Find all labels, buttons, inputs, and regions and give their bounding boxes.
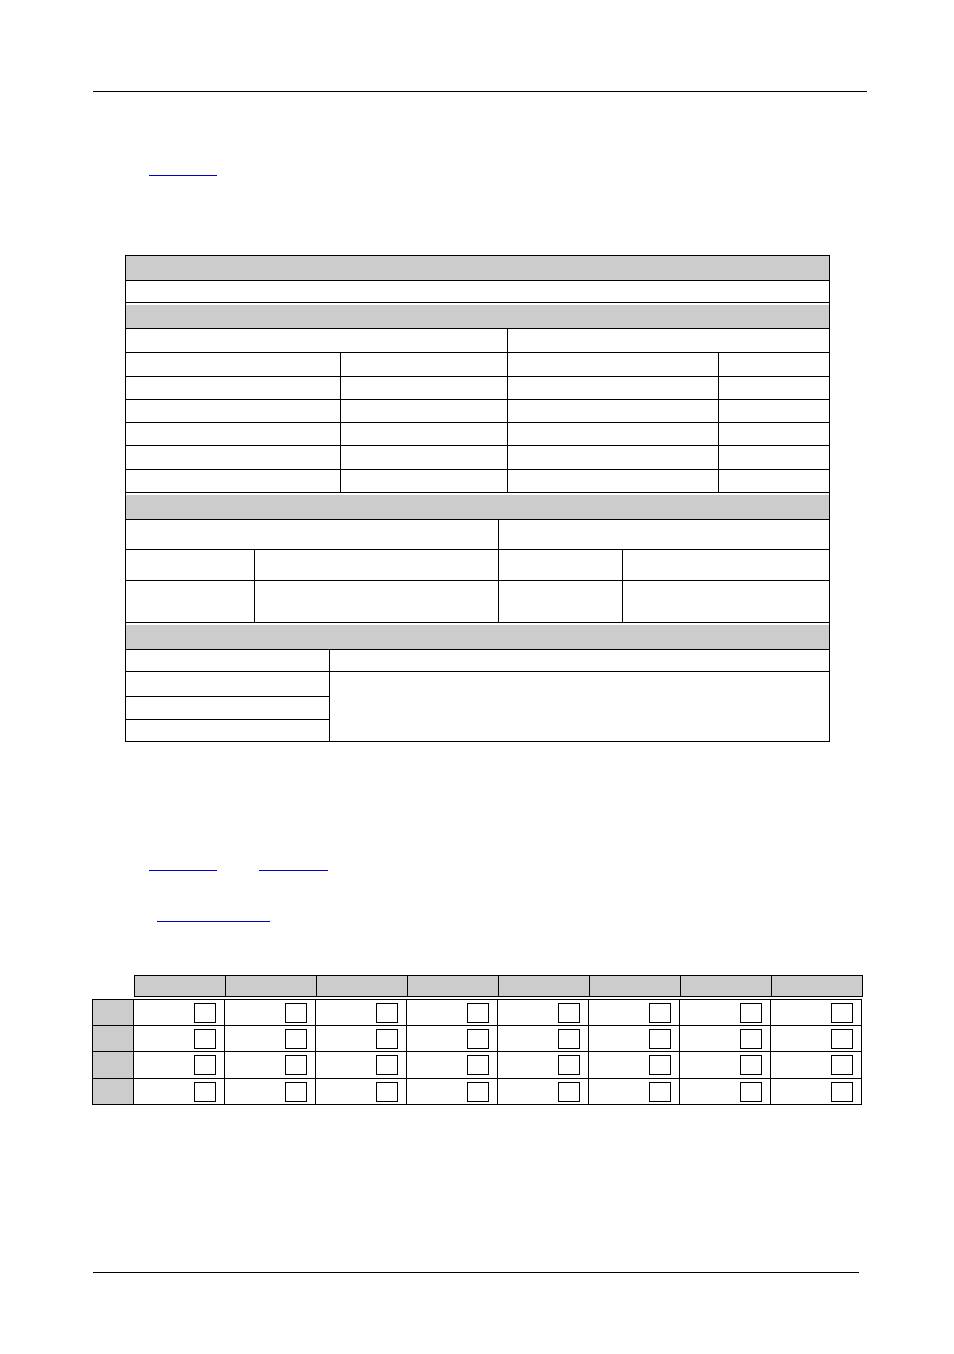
grid-cell — [225, 1079, 316, 1106]
grid-cell — [134, 999, 225, 1026]
grid-cell — [225, 1052, 316, 1079]
grid-cell — [589, 1052, 680, 1079]
row-header-4 — [92, 1079, 134, 1106]
switch-checkbox[interactable] — [285, 1003, 307, 1023]
switch-checkbox[interactable] — [376, 1082, 398, 1102]
switch-checkbox[interactable] — [740, 1029, 762, 1049]
column-header-4 — [407, 975, 498, 997]
switch-checkbox[interactable] — [376, 1029, 398, 1049]
switch-checkbox[interactable] — [194, 1055, 216, 1075]
switch-checkbox[interactable] — [194, 1082, 216, 1102]
grid-cell — [498, 1079, 589, 1106]
switch-checkbox[interactable] — [467, 1003, 489, 1023]
grid-cell — [134, 1026, 225, 1053]
column-header-1 — [134, 975, 225, 997]
grid-cell — [589, 999, 680, 1026]
switch-checkbox[interactable] — [649, 1003, 671, 1023]
footer-rule — [93, 1272, 859, 1273]
grid-cell — [771, 1026, 862, 1053]
switch-checkbox[interactable] — [558, 1082, 580, 1102]
switch-checkbox[interactable] — [558, 1003, 580, 1023]
switch-checkbox[interactable] — [285, 1082, 307, 1102]
grid-cell — [407, 999, 498, 1026]
switch-checkbox[interactable] — [740, 1055, 762, 1075]
grid-cell — [771, 999, 862, 1026]
switch-checkbox[interactable] — [376, 1003, 398, 1023]
section-3-header — [126, 495, 829, 519]
grid-cell — [498, 1026, 589, 1053]
switch-checkbox[interactable] — [649, 1029, 671, 1049]
switch-checkbox[interactable] — [467, 1055, 489, 1075]
row-header-2 — [92, 1026, 134, 1053]
grid-cell — [680, 1052, 771, 1079]
row-header-1 — [92, 999, 134, 1026]
switch-checkbox[interactable] — [194, 1029, 216, 1049]
switch-checkbox[interactable] — [558, 1055, 580, 1075]
switch-checkbox[interactable] — [285, 1055, 307, 1075]
switch-checkbox[interactable] — [376, 1055, 398, 1075]
column-header-5 — [498, 975, 589, 997]
switch-checkbox[interactable] — [831, 1055, 853, 1075]
switch-checkbox[interactable] — [194, 1003, 216, 1023]
section-3-col-divider-1 — [254, 549, 255, 622]
grid-cell — [316, 1026, 407, 1053]
section-1-row — [126, 281, 829, 303]
column-header-8 — [771, 975, 863, 997]
grid-cell — [498, 1052, 589, 1079]
grid-cell — [316, 1052, 407, 1079]
grid-cell — [407, 1052, 498, 1079]
grid-cell — [134, 1079, 225, 1106]
grid-cell — [680, 1026, 771, 1053]
switch-checkbox[interactable] — [831, 1082, 853, 1102]
column-header-6 — [589, 975, 680, 997]
link-4[interactable] — [157, 921, 270, 922]
column-header-2 — [225, 975, 316, 997]
section-2-col-divider-3 — [718, 352, 719, 492]
grid-cell — [407, 1079, 498, 1106]
grid-cell — [407, 1026, 498, 1053]
section-4-col-divider — [329, 649, 330, 742]
grid-cell — [316, 999, 407, 1026]
row-header-3 — [92, 1052, 134, 1079]
grid-cell — [589, 1026, 680, 1053]
grid-cell — [134, 1052, 225, 1079]
switch-checkbox[interactable] — [831, 1003, 853, 1023]
column-header-3 — [316, 975, 407, 997]
section-3-col-divider-2 — [622, 549, 623, 622]
column-header-7 — [680, 975, 771, 997]
configuration-form-table — [125, 255, 830, 742]
section-2-col-divider-1 — [340, 352, 341, 492]
link-2[interactable] — [149, 870, 217, 871]
section-4-header — [126, 625, 829, 649]
grid-cell — [589, 1079, 680, 1106]
header-rule — [93, 91, 867, 92]
switch-checkbox[interactable] — [831, 1029, 853, 1049]
switch-checkbox[interactable] — [285, 1029, 307, 1049]
switch-checkbox[interactable] — [467, 1082, 489, 1102]
section-2-col-divider-2 — [507, 352, 508, 492]
section-1-header — [126, 256, 829, 280]
link-3[interactable] — [259, 870, 328, 871]
grid-cell — [498, 999, 589, 1026]
grid-cell — [225, 999, 316, 1026]
switch-checkbox[interactable] — [740, 1003, 762, 1023]
grid-cell — [225, 1026, 316, 1053]
grid-cell — [680, 1079, 771, 1106]
grid-cell — [771, 1079, 862, 1106]
link-1[interactable] — [149, 175, 217, 176]
switch-checkbox[interactable] — [467, 1029, 489, 1049]
switch-checkbox[interactable] — [558, 1029, 580, 1049]
switch-checkbox[interactable] — [649, 1055, 671, 1075]
switch-checkbox[interactable] — [649, 1082, 671, 1102]
section-2-header — [126, 305, 829, 328]
grid-cell — [316, 1079, 407, 1106]
switch-checkbox[interactable] — [740, 1082, 762, 1102]
grid-cell — [771, 1052, 862, 1079]
switch-settings-grid — [92, 975, 862, 1105]
grid-cell — [680, 999, 771, 1026]
